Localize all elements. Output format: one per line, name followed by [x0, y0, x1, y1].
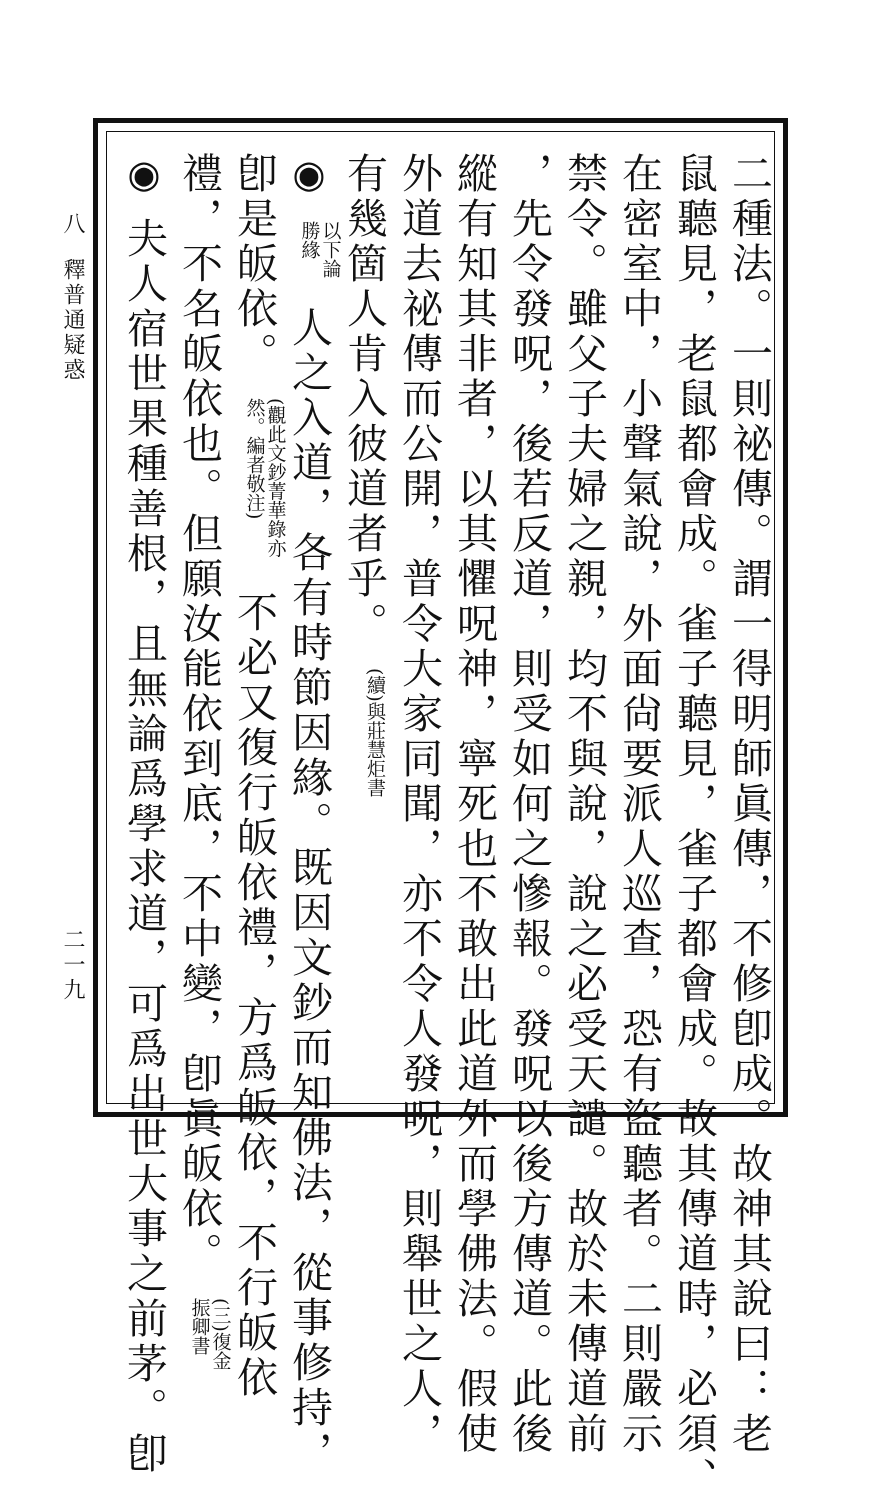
column-text: 有幾箇人肯入彼道者乎。 [340, 152, 388, 647]
text-column-12 [120, 152, 168, 1478]
editor-note: (觀此文鈔菁華錄亦然。編者敬注) [243, 398, 287, 558]
column-text: 卽是皈依。 [230, 152, 278, 377]
section-note: 以下論勝緣 [298, 221, 342, 279]
running-title: 釋普通疑惑 [60, 258, 85, 383]
source-note: (三)復金振卿書 [188, 1298, 232, 1370]
text-column-6: 縱有知其非者，以其懼呪神，寧死也不敢出此道外而學佛法。假使 [450, 152, 498, 1457]
column-text: 不必又復行皈依禮，方爲皈依，不行皈依 [230, 591, 278, 1402]
margin-chapter: 八 [60, 212, 85, 237]
page-number: 二一九 [60, 928, 85, 1003]
bullet-icon: ◉ [287, 152, 331, 200]
text-column-9 [285, 152, 342, 1477]
column-text: 人之入道，各有時節因緣。既因文鈔而知佛法，從事修持， [285, 306, 333, 1477]
text-column-1: 二種法。一則祕傳。謂一得明師眞傳，不修卽成。故神其說曰：老 [725, 152, 773, 1457]
bullet-icon: ◉ [122, 152, 166, 200]
column-text: 夫人宿世果種善根，且無論爲學求道，可爲出世大事之前茅。卽 [120, 217, 168, 1478]
source-note: (續)與莊慧炬書 [364, 668, 386, 797]
text-column-7: 外道去祕傳而公開，普令大家同聞，亦不令人發呪，則舉世之人， [395, 152, 443, 1457]
text-column-11 [175, 152, 232, 1386]
text-column-2: 鼠聽見，老鼠都會成。雀子聽見，雀子都會成。故其傳道時，必須、 [670, 152, 718, 1502]
text-column-5: ，先令發呪，後若反道，則受如何之慘報。發呪以後方傳道。此後 [505, 152, 553, 1457]
text-column-3: 在密室中，小聲氣說，外面尙要派人巡查，恐有盜聽者。二則嚴示 [615, 152, 663, 1457]
text-column-8 [340, 152, 388, 801]
column-text: 禮，不名皈依也。但願汝能依到底，不中變，卽眞皈依。 [175, 152, 223, 1277]
text-column-4: 禁令。雖父子夫婦之親，均不與說，說之必受天譴。故於未傳道前 [560, 152, 608, 1457]
text-column-10 [230, 152, 287, 1402]
